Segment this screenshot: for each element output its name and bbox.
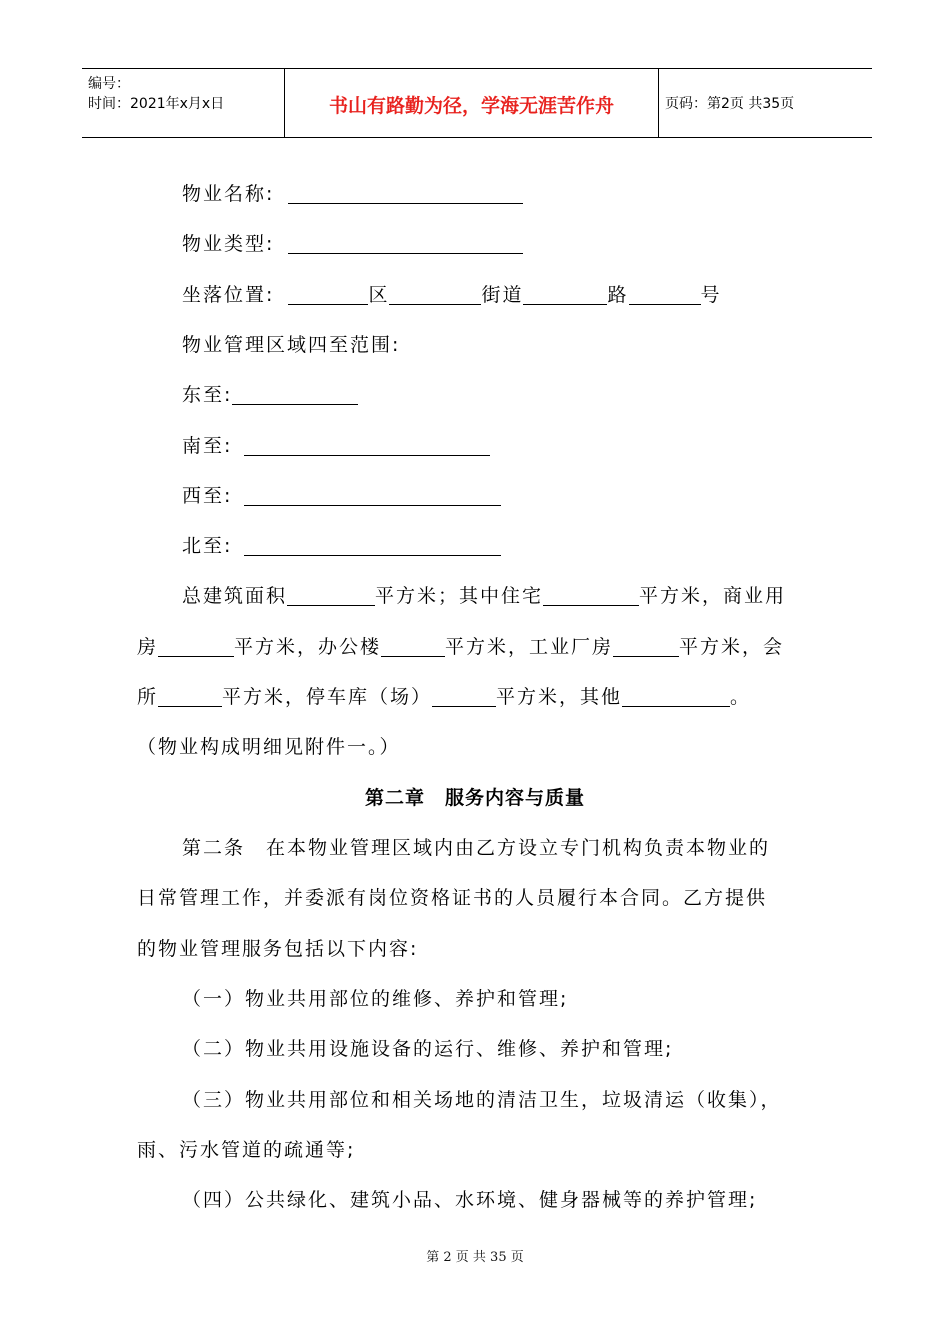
- doc-time: 时间：2021年x月x日: [88, 96, 225, 112]
- service-item-2: （二）物业共用设施设备的运行、维修、养护和管理;: [182, 1038, 674, 1060]
- location-number-label: 号: [700, 284, 722, 306]
- area-text-3: 平方米，商业用: [639, 585, 787, 607]
- area-office-blank: [381, 636, 445, 657]
- area-text-9: 平方米，停车库（场）: [222, 686, 433, 708]
- east-label: 东至:: [182, 384, 233, 406]
- area-industrial-blank: [613, 636, 679, 657]
- area-text-6: 平方米，工业厂房: [445, 636, 614, 658]
- south-line: [182, 433, 490, 459]
- doc-number: 编号：: [88, 76, 130, 92]
- property-type-blank: [288, 233, 523, 254]
- area-line-1: [182, 583, 786, 609]
- chapter-title: 第二章 服务内容与质量: [364, 787, 585, 809]
- area-commercial-blank: [158, 636, 234, 657]
- south-label: 南至:: [182, 435, 233, 457]
- service-item-3-cont: 雨、污水管道的疏通等;: [137, 1139, 356, 1161]
- property-name-line: [182, 181, 523, 207]
- location-street-label: 街道: [481, 284, 524, 306]
- area-text-8: 所: [137, 686, 159, 708]
- service-item-3: （三）物业共用部位和相关场地的清洁卫生，垃圾清运（收集），: [182, 1089, 782, 1111]
- location-road-blank: [523, 284, 607, 305]
- attachment-note: （物业构成明细见附件一。）: [137, 736, 401, 758]
- page-footer: 第 2 页 共 35 页: [426, 1250, 524, 1265]
- article2-line-3: 的物业管理服务包括以下内容:: [137, 938, 419, 960]
- property-name-label: 物业名称:: [182, 183, 275, 205]
- north-label: 北至:: [182, 535, 233, 557]
- west-label: 西至:: [182, 485, 233, 507]
- area-text-10: 平方米，其他: [496, 686, 623, 708]
- east-blank: [232, 384, 358, 405]
- location-road-label: 路: [607, 284, 629, 306]
- property-type-label: 物业类型:: [182, 233, 275, 255]
- service-item-4: （四）公共绿化、建筑小品、水环境、健身器械等的养护管理;: [182, 1189, 758, 1211]
- article2-line-2: 日常管理工作，并委派有岗位资格证书的人员履行本合同。乙方提供: [137, 887, 768, 909]
- south-blank: [244, 435, 490, 456]
- west-blank: [244, 485, 501, 506]
- area-text-11: 。: [730, 686, 752, 708]
- property-name-blank: [288, 183, 523, 204]
- header-motto-cell: [285, 69, 659, 137]
- area-residential-blank: [543, 585, 639, 606]
- area-parking-blank: [432, 686, 496, 707]
- header-motto: 书山有路勤为径，学海无涯苦作舟: [328, 95, 614, 117]
- area-text-2: 平方米；其中住宅: [375, 585, 544, 607]
- east-line: [182, 382, 358, 408]
- location-street-blank: [389, 284, 481, 305]
- property-type-line: [182, 231, 523, 257]
- area-line-2: [137, 634, 784, 660]
- area-text-1: 总建筑面积: [182, 585, 288, 607]
- location-district-blank: [288, 284, 368, 305]
- location-district-label: 区: [368, 284, 390, 306]
- article2-line-1: 第二条 在本物业管理区域内由乙方设立专门机构负责本物业的: [182, 837, 771, 859]
- area-text-7: 平方米，会: [679, 636, 785, 658]
- header-page-cell: [659, 69, 872, 137]
- location-line: [182, 282, 722, 308]
- service-item-1: （一）物业共用部位的维修、养护和管理;: [182, 988, 569, 1010]
- north-blank: [244, 535, 501, 556]
- area-club-blank: [158, 686, 222, 707]
- area-other-blank: [622, 686, 730, 707]
- page-header: [82, 68, 872, 138]
- header-page-info: 页码：第2页 共35页: [665, 96, 795, 112]
- area-line-3: [137, 684, 751, 710]
- header-meta-cell: [82, 69, 285, 137]
- area-text-4: 房: [137, 636, 159, 658]
- area-total-blank: [287, 585, 375, 606]
- north-line: [182, 533, 501, 559]
- location-label: 坐落位置:: [182, 284, 275, 306]
- boundary-heading: 物业管理区域四至范围:: [182, 334, 401, 356]
- west-line: [182, 483, 501, 509]
- area-text-5: 平方米，办公楼: [234, 636, 382, 658]
- location-number-blank: [629, 284, 701, 305]
